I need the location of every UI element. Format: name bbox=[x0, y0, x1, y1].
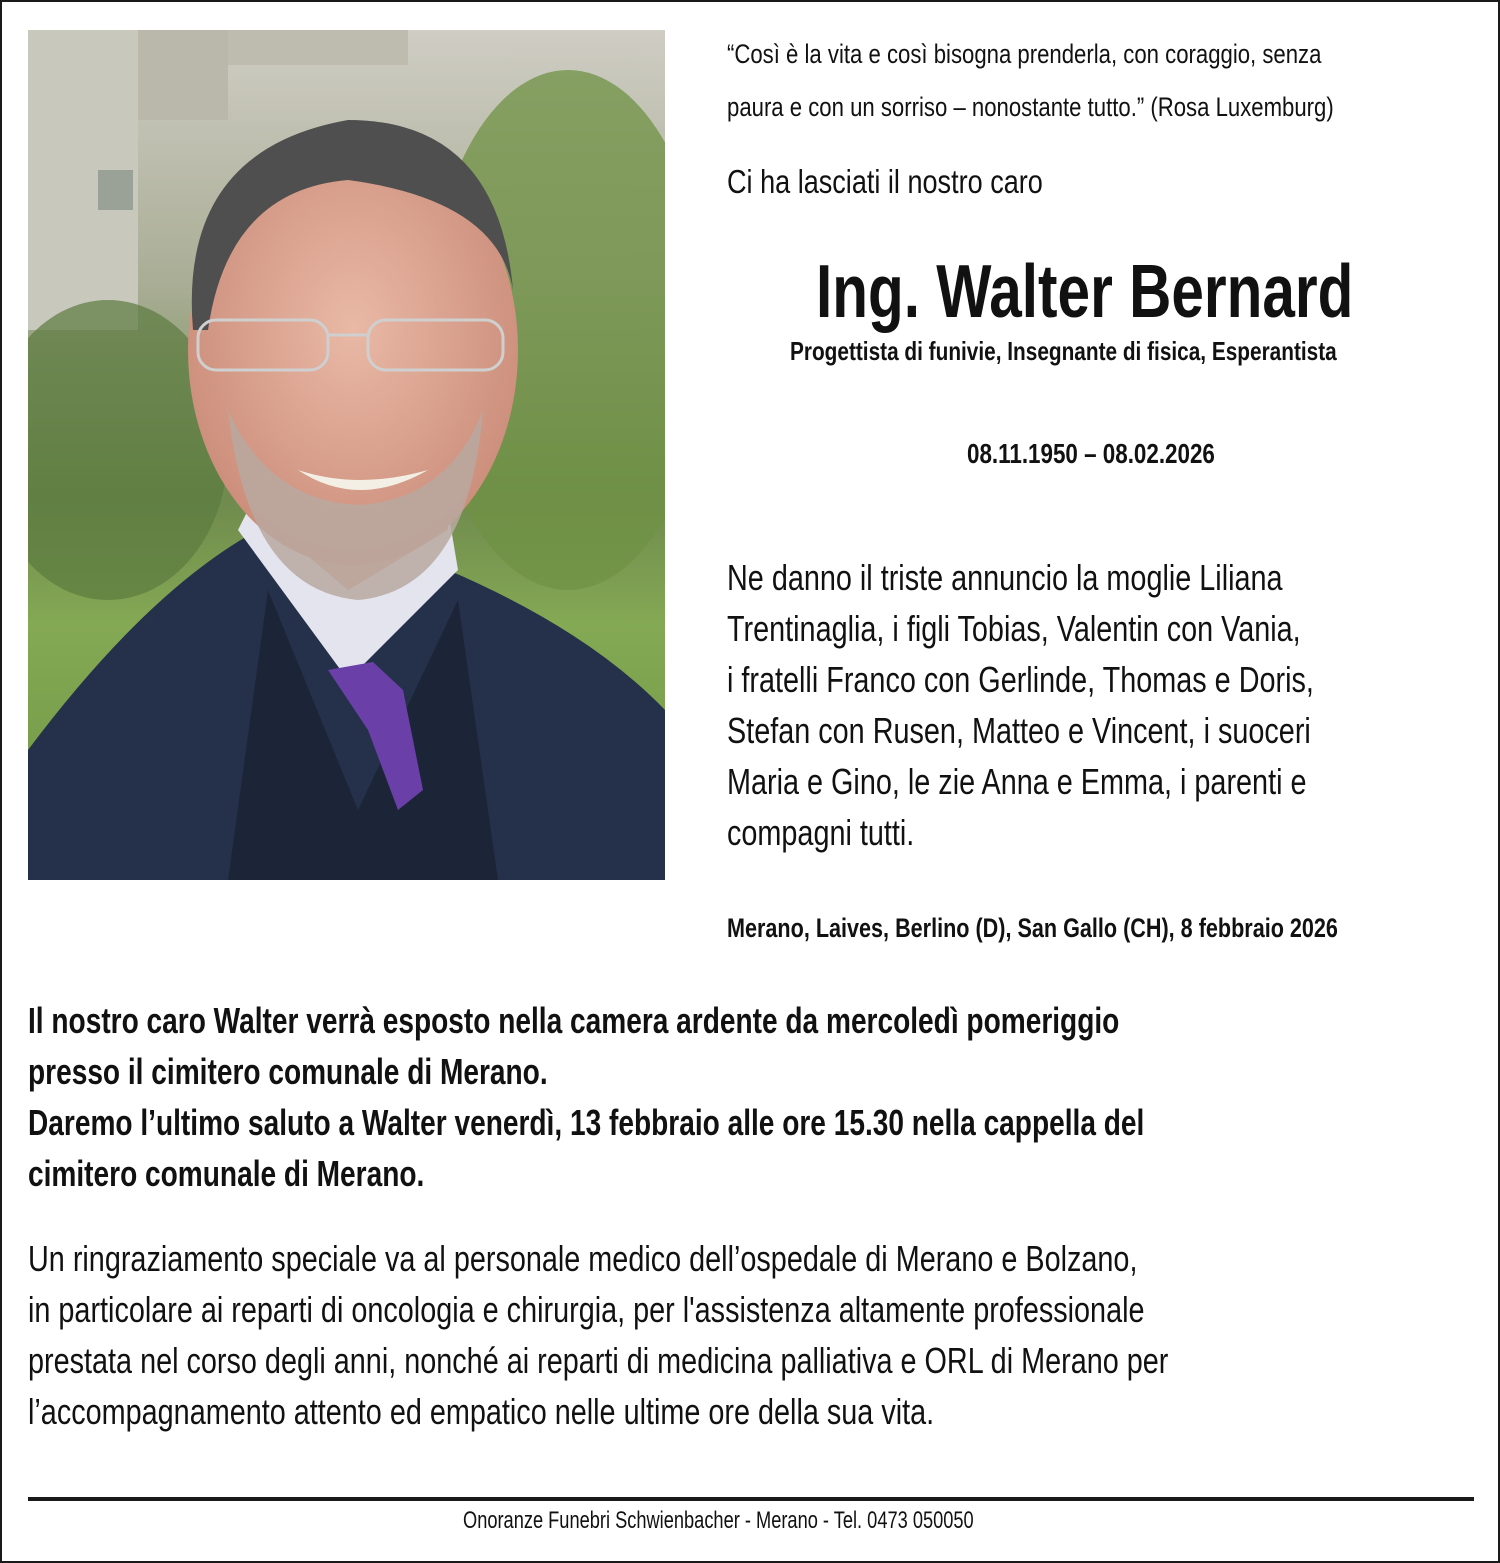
family-line: Ne danno il triste annuncio la moglie Liliana bbox=[727, 557, 1283, 598]
intro-text: Ci ha lasciati il nostro caro bbox=[727, 163, 1043, 200]
thanks-paragraph bbox=[28, 1233, 1453, 1437]
thanks-line: in particolare ai reparti di oncologia e chirurgia, per l'assistenza altamente professionale bbox=[28, 1289, 1145, 1330]
family-line: compagni tutti. bbox=[727, 812, 915, 853]
deceased-name: Ing. Walter Bernard bbox=[816, 249, 1354, 333]
thanks-line: l’accompagnamento attento ed empatico nelle ultime ore della sua vita. bbox=[28, 1391, 935, 1432]
funeral-line: Daremo l’ultimo saluto a Walter venerdì, 13 febbraio alle ore 15.30 nella cappella del bbox=[28, 1102, 1145, 1143]
footer-divider bbox=[28, 1497, 1474, 1501]
epigraph-quote bbox=[727, 28, 1467, 134]
funeral-home-footer: Onoranze Funebri Schwienbacher - Merano - Tel. 0473 050050 bbox=[463, 1507, 974, 1534]
deceased-profession: Progettista di funivie, Insegnante di fisica, Esperantista bbox=[790, 336, 1337, 366]
place-and-date: Merano, Laives, Berlino (D), San Gallo (CH), 8 febbraio 2026 bbox=[727, 913, 1338, 943]
family-line: i fratelli Franco con Gerlinde, Thomas e Doris, bbox=[727, 659, 1314, 700]
family-line: Stefan con Rusen, Matteo e Vincent, i suoceri bbox=[727, 710, 1311, 751]
funeral-line: cimitero comunale di Merano. bbox=[28, 1153, 425, 1194]
family-announcement bbox=[727, 552, 1461, 858]
thanks-line: prestata nel corso degli anni, nonché ai reparti di medicina palliativa e ORL di Merano per bbox=[28, 1340, 1169, 1381]
funeral-line: Il nostro caro Walter verrà esposto nella camera ardente da mercoledì pomeriggio bbox=[28, 1000, 1120, 1041]
quote-line-1: “Così è la vita e così bisogna prenderla, con coraggio, senza bbox=[727, 39, 1322, 69]
life-dates: 08.11.1950 – 08.02.2026 bbox=[967, 438, 1215, 469]
family-line: Maria e Gino, le zie Anna e Emma, i parenti e bbox=[727, 761, 1307, 802]
funeral-line: presso il cimitero comunale di Merano. bbox=[28, 1051, 548, 1092]
quote-line-2: paura e con un sorriso – nonostante tutto.” (Rosa Luxemburg) bbox=[727, 92, 1334, 122]
thanks-line: Un ringraziamento speciale va al personale medico dell’ospedale di Merano e Bolzano, bbox=[28, 1238, 1138, 1279]
family-line: Trentinaglia, i figli Tobias, Valentin con Vania, bbox=[727, 608, 1301, 649]
portrait-photo bbox=[28, 30, 665, 880]
funeral-info bbox=[28, 995, 1459, 1199]
portrait-illustration bbox=[28, 30, 665, 880]
